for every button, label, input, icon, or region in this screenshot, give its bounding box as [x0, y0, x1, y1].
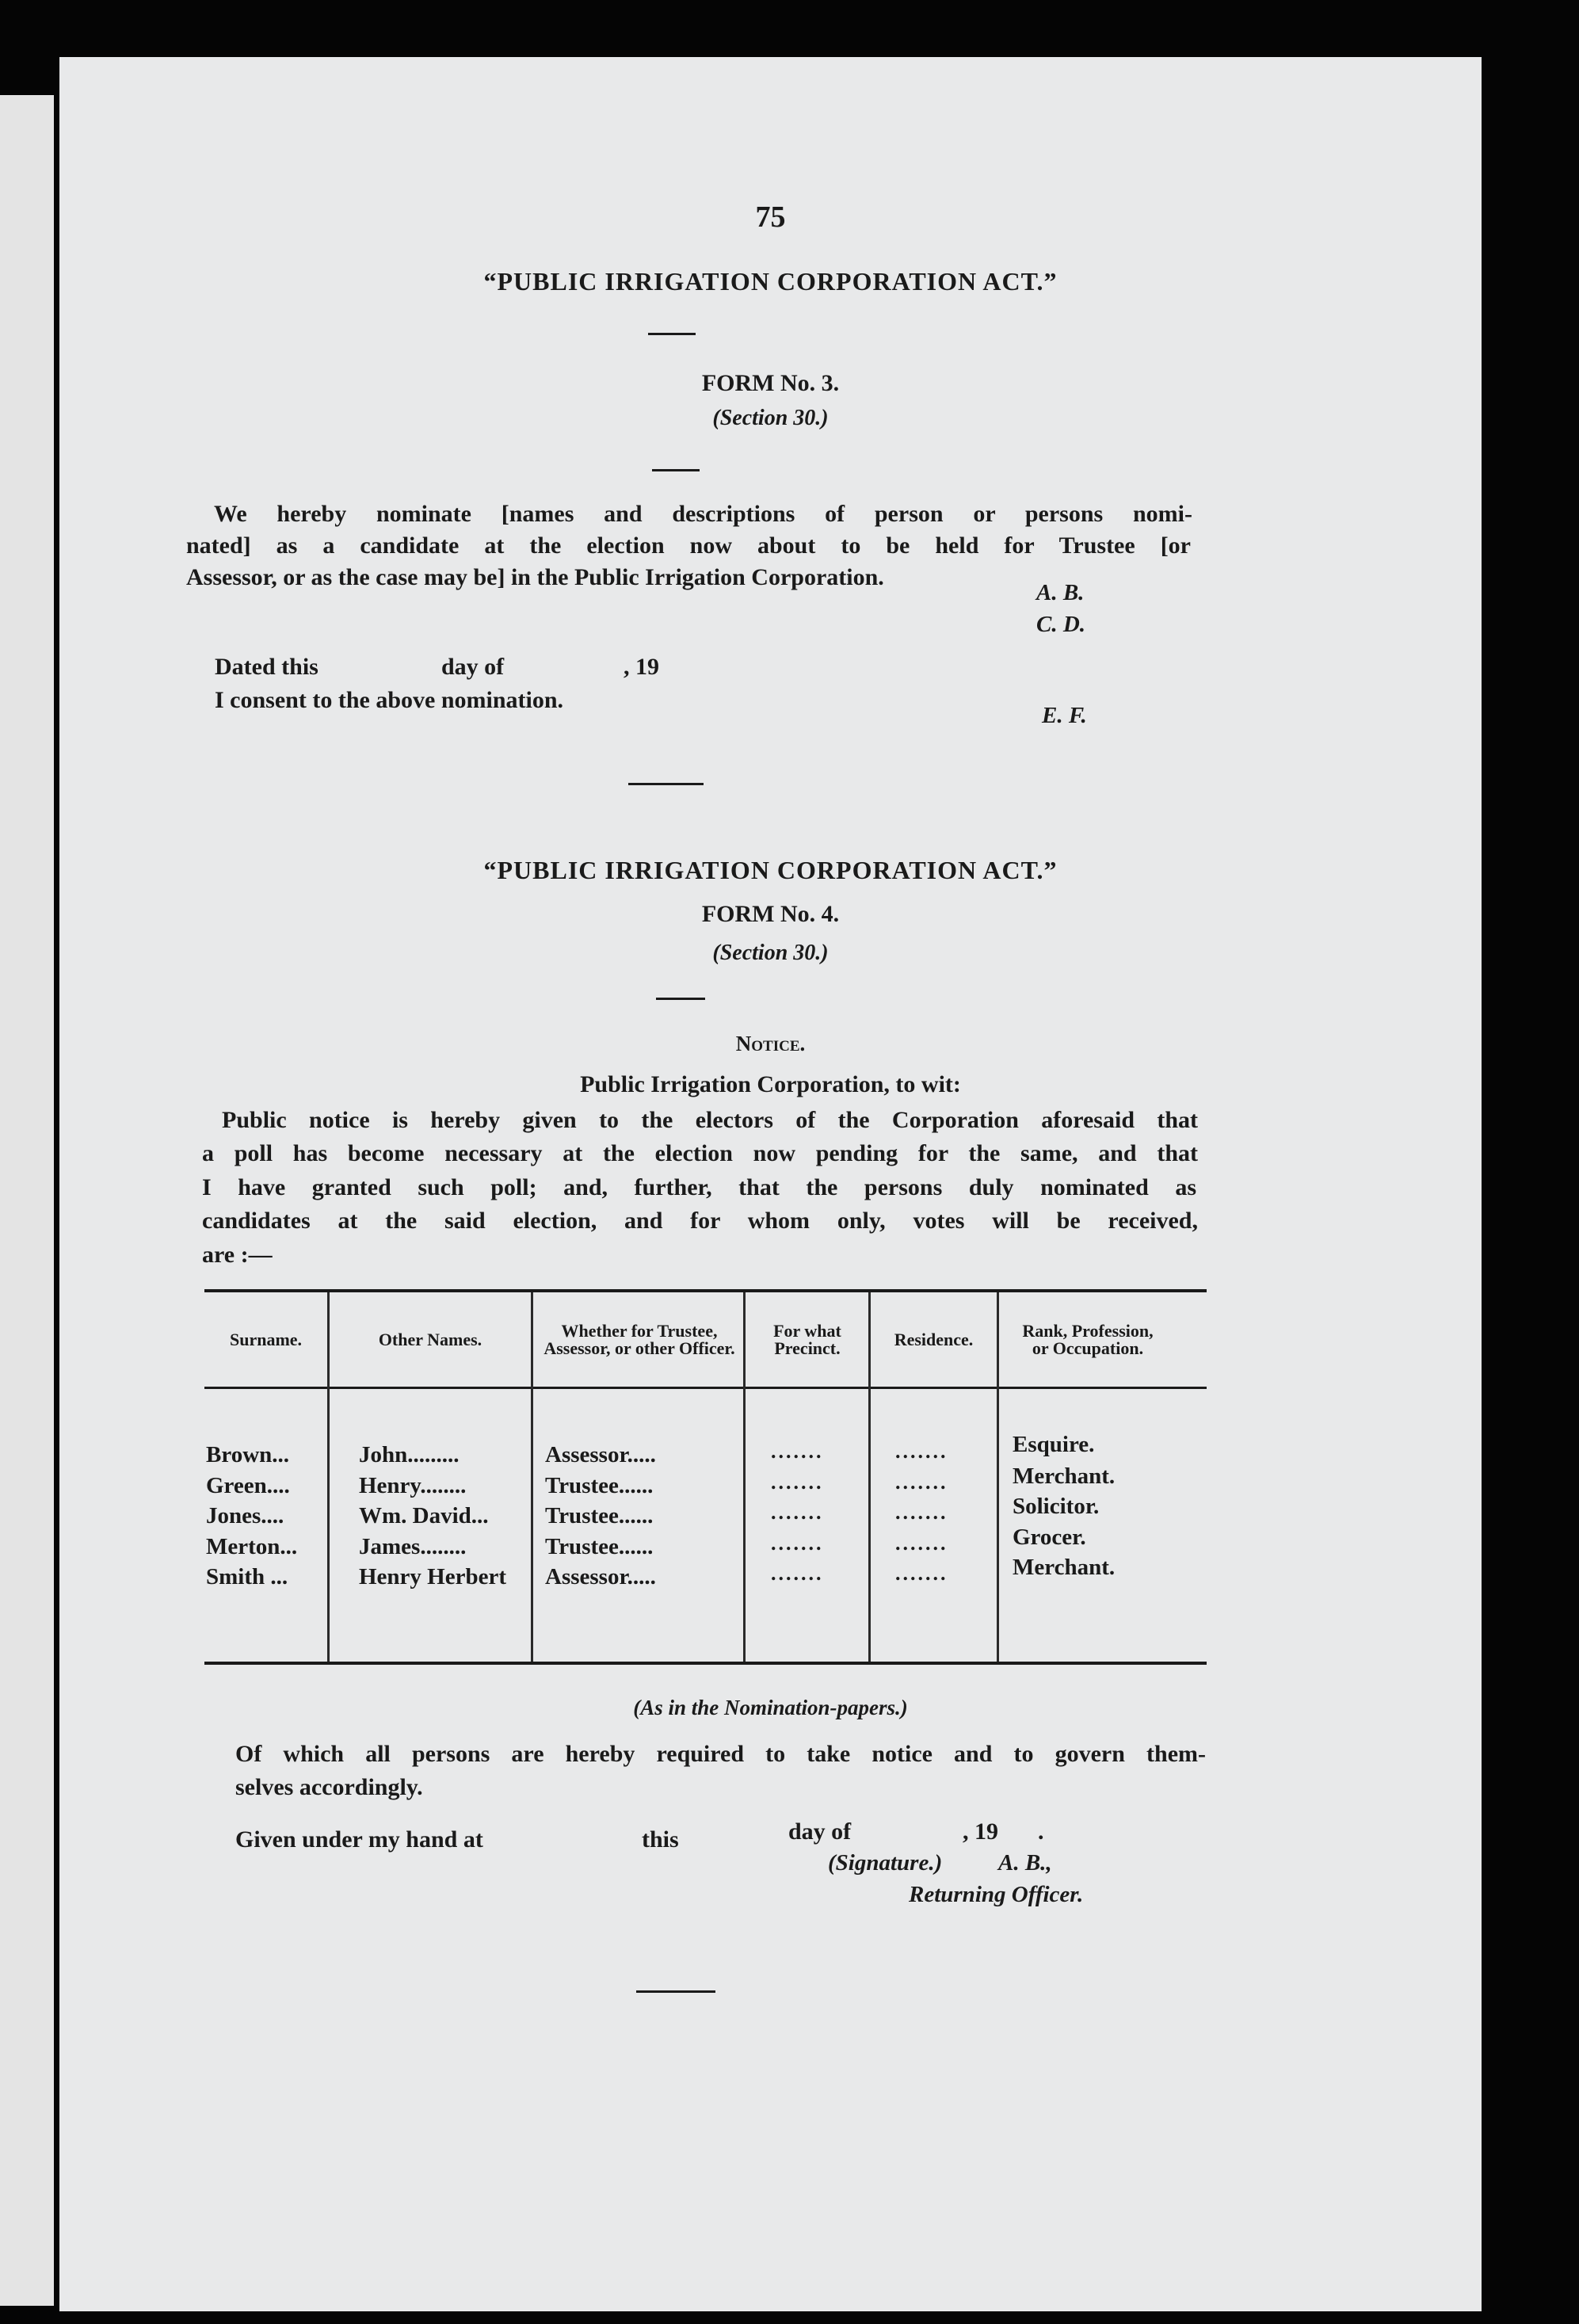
- table-cell-other-names: John.........: [359, 1442, 460, 1467]
- form3-signature-ab: A. B.: [1036, 580, 1085, 605]
- table-cell-residence: .......: [895, 1471, 948, 1494]
- table-cell-surname: Smith ...: [206, 1564, 288, 1589]
- header-other-names: Other Names.: [378, 1329, 482, 1349]
- form3-consent: I consent to the above nomination.: [215, 687, 564, 713]
- table-cell-precinct: .......: [771, 1532, 824, 1555]
- column-divider: [743, 1292, 746, 1662]
- table-cell-office: Trustee......: [545, 1503, 654, 1528]
- signature-label: (Signature.): [828, 1850, 943, 1876]
- table-cell-occupation: Merchant.: [1013, 1463, 1116, 1489]
- divider: [628, 783, 704, 785]
- table-cell-residence: .......: [895, 1532, 948, 1555]
- table-cell-other-names: Henry........: [359, 1473, 467, 1498]
- form4-heading: “PUBLIC IRRIGATION CORPORATION ACT.”: [483, 856, 1058, 884]
- divider: [656, 998, 705, 1000]
- form3-day-of: day of: [441, 654, 505, 680]
- adjacent-page-edge: [0, 95, 54, 2306]
- form3-section: (Section 30.): [712, 406, 829, 430]
- column-divider: [997, 1292, 999, 1662]
- given-period: .: [1038, 1818, 1044, 1845]
- form3-dated-label: Dated this: [215, 654, 318, 680]
- given-this: this: [642, 1826, 679, 1853]
- form3-signature-ef: E. F.: [1042, 703, 1087, 728]
- table-cell-occupation: Esquire.: [1013, 1432, 1095, 1457]
- given-day-of: day of: [788, 1818, 852, 1845]
- document-page: [59, 57, 1482, 2311]
- form3-body-line: nated] as a candidate at the election now about to be held for Trustee [or: [186, 532, 1191, 559]
- table-cell-office: Trustee......: [545, 1473, 654, 1498]
- table-cell-office: Trustee......: [545, 1534, 654, 1559]
- table-cell-precinct: .......: [771, 1562, 824, 1585]
- form3-heading: “PUBLIC IRRIGATION CORPORATION ACT.”: [483, 267, 1058, 296]
- header-occupation: Rank, Profession, or Occupation.: [1022, 1320, 1154, 1358]
- table-cell-surname: Jones....: [206, 1503, 284, 1528]
- table-cell-residence: .......: [895, 1562, 948, 1585]
- header-precinct: For what Precinct.: [773, 1320, 841, 1358]
- form3-number: FORM No. 3.: [701, 370, 840, 396]
- form3-signature-cd: C. D.: [1036, 612, 1086, 637]
- form4-body-line: I have granted such poll; and, further, that the persons duly nominated as: [202, 1174, 1196, 1200]
- table-cell-office: Assessor.....: [545, 1442, 656, 1467]
- divider: [652, 469, 700, 471]
- form3-year: , 19: [624, 654, 659, 680]
- table-cell-residence: .......: [895, 1440, 948, 1463]
- table-cell-precinct: .......: [771, 1501, 824, 1524]
- header-office: Whether for Trustee, Assessor, or other Officer.: [543, 1320, 735, 1358]
- form4-body-line: are :—: [202, 1242, 273, 1268]
- table-bottom-rule: [204, 1662, 1207, 1665]
- form3-body-line: Assessor, or as the case may be] in the Public Irrigation Corporation.: [186, 564, 884, 590]
- table-header-rule: [204, 1387, 1207, 1389]
- table-cell-occupation: Grocer.: [1013, 1525, 1086, 1550]
- column-divider: [531, 1292, 533, 1662]
- table-cell-surname: Green....: [206, 1473, 290, 1498]
- page-number: 75: [755, 200, 786, 234]
- form4-to-wit: Public Irrigation Corporation, to wit:: [580, 1071, 961, 1097]
- table-cell-other-names: James........: [359, 1534, 467, 1559]
- table-cell-office: Assessor.....: [545, 1564, 656, 1589]
- returning-officer: Returning Officer.: [909, 1882, 1084, 1907]
- form4-body-line: a poll has become necessary at the election now pending for the same, and that: [202, 1140, 1198, 1166]
- header-surname: Surname.: [229, 1329, 303, 1349]
- given-year: , 19: [963, 1818, 998, 1845]
- table-caption: (As in the Nomination-papers.): [633, 1696, 908, 1719]
- form4-number: FORM No. 4.: [701, 901, 840, 927]
- table-cell-surname: Merton...: [206, 1534, 298, 1559]
- header-residence: Residence.: [894, 1329, 974, 1349]
- form4-section: (Section 30.): [712, 941, 829, 965]
- table-cell-residence: .......: [895, 1501, 948, 1524]
- form4-notice: Notice.: [735, 1032, 806, 1055]
- table-cell-other-names: Henry Herbert: [359, 1564, 507, 1589]
- form4-body-line: candidates at the said election, and for whom only, votes will be received,: [202, 1208, 1198, 1234]
- form4-closing-line: selves accordingly.: [235, 1774, 423, 1800]
- table-cell-other-names: Wm. David...: [359, 1503, 489, 1528]
- form4-body-line: Public notice is hereby given to the electors of the Corporation aforesaid that: [222, 1107, 1198, 1133]
- table-cell-precinct: .......: [771, 1440, 824, 1463]
- form3-body-line: We hereby nominate [names and descriptions of person or persons nomi-: [214, 501, 1192, 527]
- candidates-table: [204, 1289, 1207, 1689]
- divider: [636, 1990, 715, 1993]
- given-label: Given under my hand at: [235, 1826, 483, 1853]
- form4-closing-line: Of which all persons are hereby required to take notice and to govern them-: [235, 1741, 1206, 1767]
- table-cell-occupation: Merchant.: [1013, 1555, 1116, 1580]
- table-cell-occupation: Solicitor.: [1013, 1494, 1100, 1519]
- divider: [648, 333, 696, 335]
- signature-name: A. B.,: [998, 1850, 1052, 1876]
- table-cell-precinct: .......: [771, 1471, 824, 1494]
- table-cell-surname: Brown...: [206, 1442, 290, 1467]
